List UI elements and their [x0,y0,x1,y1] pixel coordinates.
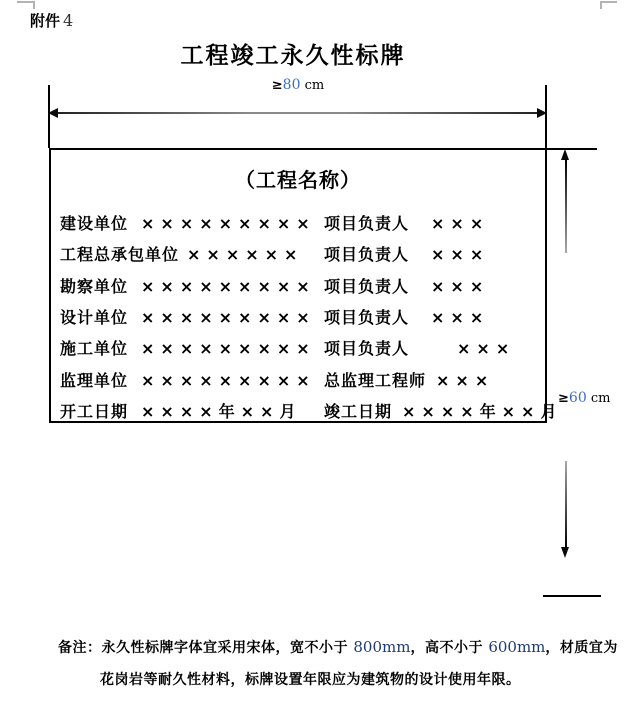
width-gte-symbol: ≥ [271,78,283,93]
row-left-value: ××××××××× [141,214,316,233]
row-left-value: ××××××××× [141,371,316,390]
row-right-label: 项目负责人 [324,277,410,296]
note-text-a: 永久性标牌字体宜采用宋体，宽不小于 [101,640,354,656]
row-left-value: ××××××××× [141,308,316,327]
height-unit: cm [586,391,611,406]
crop-mark-top-right-h [600,1,617,3]
height-gte-symbol: ≥ [558,391,569,406]
sign-row-supervision-unit [60,368,546,388]
crop-mark-top-left-h [17,1,34,3]
note-height-mm: 600mm [488,638,546,656]
row-right-value: ××× [431,214,490,233]
row-left-label: 建设单位 [60,214,129,233]
row-right-label: 项目负责人 [324,245,410,264]
note-line-2: 花岗岩等耐久性材料，标牌设置年限应为建筑物的设计使用年限。 [100,672,521,688]
width-arrowhead-left-icon [48,108,58,118]
row-right-value: ××× [457,339,516,358]
height-dimension-label [558,390,610,406]
note-prefix: 备注： [58,640,102,656]
row-right-label: 竣工日期 [324,402,393,421]
sign-row-construction-contractor [60,336,546,356]
crop-mark-top-left-v [33,1,35,9]
page-title: 工程竣工永久性标牌 [180,43,406,69]
row-right-value: ××× [431,245,490,264]
note-text-c: ，材质宜为 [545,640,618,656]
row-left-label: 勘察单位 [60,277,129,296]
width-value: 80 [282,77,301,93]
sign-row-dates [60,399,563,421]
row-left-value: ×××××× [187,245,304,264]
row-right-label: 项目负责人 [324,214,410,233]
row-left-label: 开工日期 [60,402,129,421]
height-value: 60 [568,390,587,406]
width-dimension-label [243,77,353,93]
note-text-b: ，高不小于 [410,640,489,656]
row-left-value: ××××××××× [141,339,316,358]
row-right-value: ××××年××月 [402,402,563,421]
sign-row-general-contractor [60,242,546,262]
row-right-label: 总监理工程师 [324,371,427,390]
height-arrowhead-down-icon [561,547,569,558]
row-right-value: ××× [431,277,490,296]
width-dimension-arrow-shaft [57,112,539,114]
sign-row-construction-unit [60,211,546,231]
row-left-label: 监理单位 [60,371,129,390]
project-name-placeholder: （工程名称） [235,168,361,192]
crop-mark-top-right-v [600,1,602,9]
note-line-1 [58,637,618,657]
sign-board [49,148,563,423]
attachment-number: 4 [63,11,74,30]
sign-row-survey-unit [60,274,546,294]
height-dimension-arrow-shaft-bottom [565,461,567,548]
sign-row-design-unit [60,305,546,325]
width-arrowhead-right-icon [537,108,547,118]
row-left-value: ××××××××× [141,277,316,296]
row-left-label: 设计单位 [60,308,129,327]
row-right-label: 项目负责人 [324,339,410,358]
width-unit: cm [300,78,325,93]
row-left-value: ××××年××月 [141,402,302,421]
attachment-heading [30,10,73,31]
row-right-value: ××× [431,308,490,327]
height-extension-line-top [545,148,597,150]
row-left-label: 施工单位 [60,339,129,358]
row-right-label: 项目负责人 [324,308,410,327]
note-width-mm: 800mm [353,638,411,656]
height-extension-line-bottom [543,595,601,597]
row-left-label: 工程总承包单位 [60,245,180,264]
attachment-label: 附件 [30,12,61,30]
height-dimension-arrow-shaft-top [565,159,567,253]
row-right-value: ××× [436,371,495,390]
